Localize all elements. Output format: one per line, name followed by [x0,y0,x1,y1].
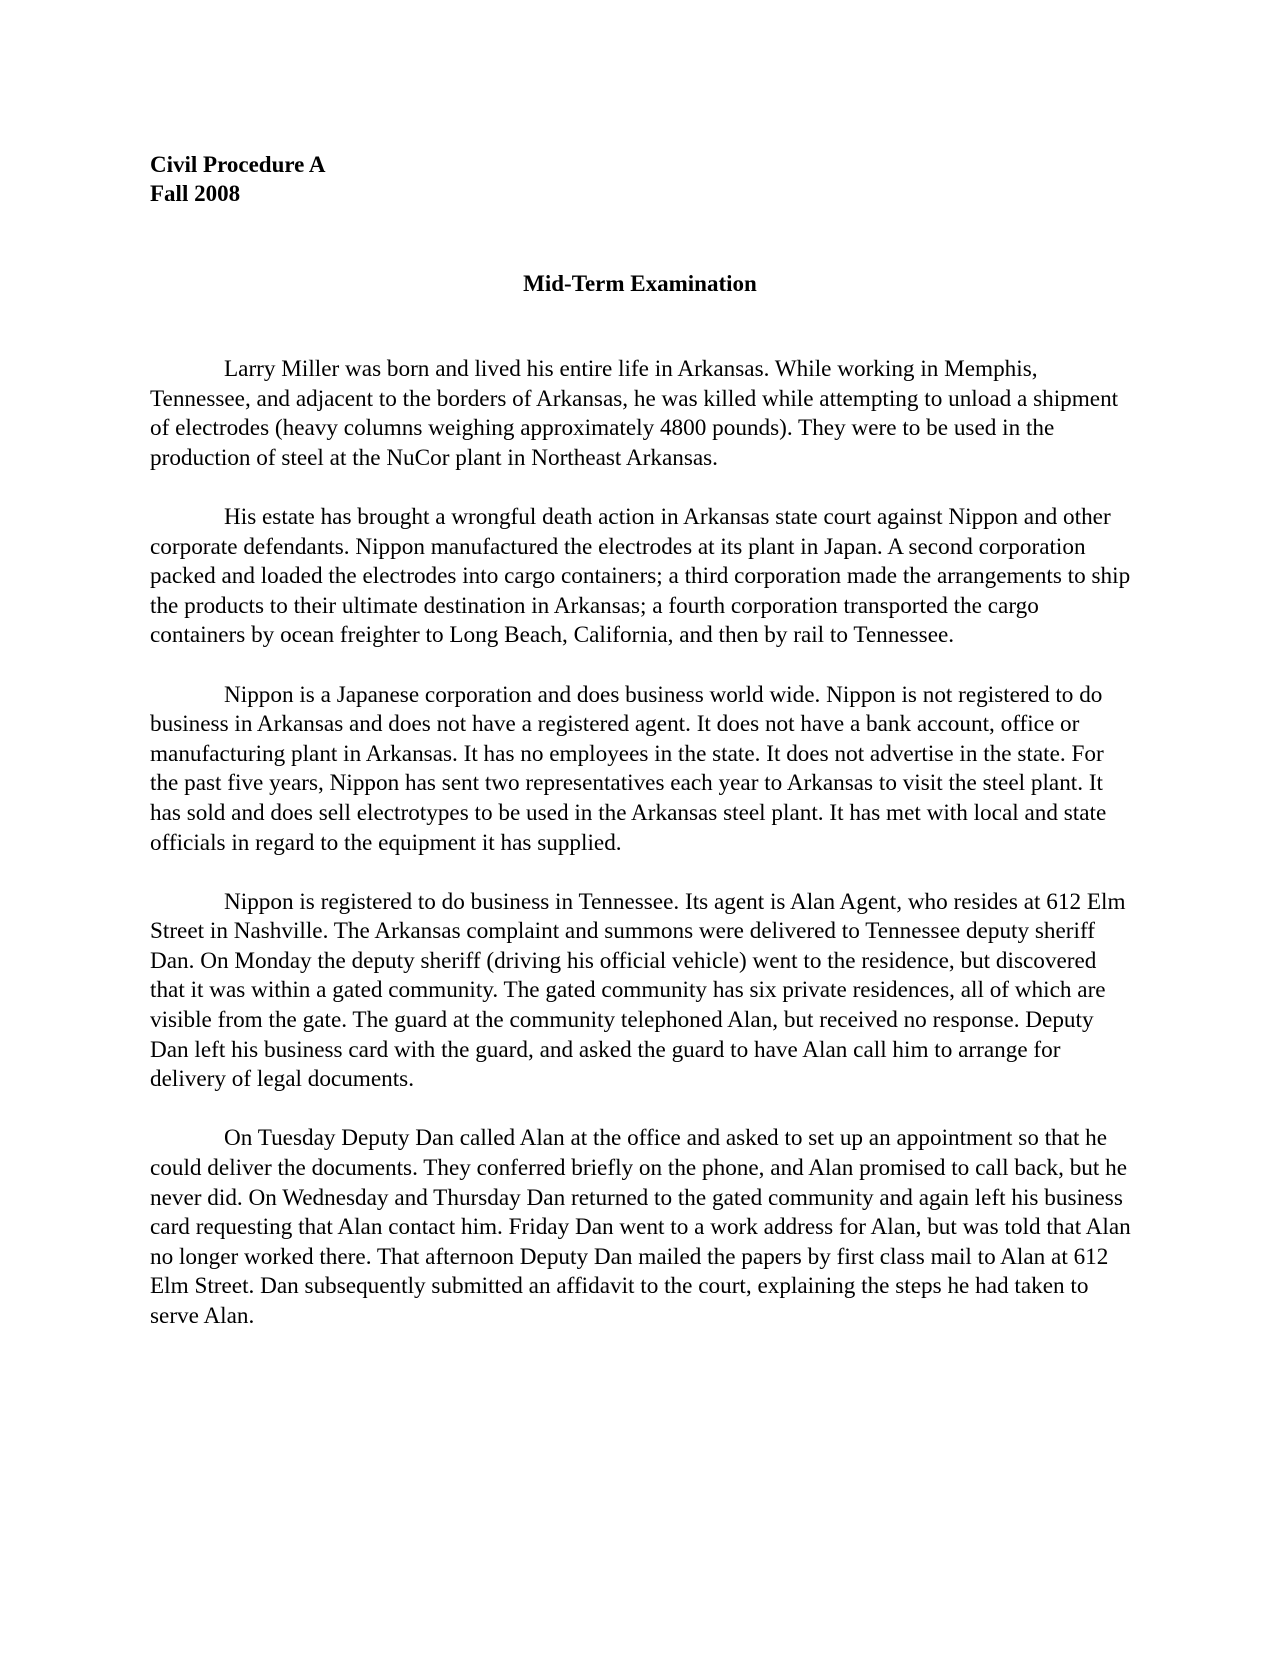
exam-title: Mid-Term Examination [523,271,757,296]
exam-body [150,355,1135,1361]
paragraph-5: On Tuesday Deputy Dan called Alan at the office and asked to set up an appointment so that he could deliver the documents. They conferred briefly on the phone, and Alan promised to call back, but he never did. On Wednesday and Thursday Dan returned to the gated community and again left his business card requesting that Alan contact him. Friday Dan went to a work address for Alan, but was told that Alan no longer worked there. That afternoon Deputy Dan mailed the papers by first class mail to Alan at 612 Elm Street. Dan subsequently submitted an affidavit to the court, explaining the steps he had taken to serve Alan. [150,1125,1131,1329]
paragraph-3: Nippon is a Japanese corporation and does business world wide. Nippon is not registered to do business in Arkansas and does not have a registered agent. It does not have a bank account, office or manufacturing plant in Arkansas. It has no employees in the state. It does not advertise in the state. For the past five years, Nippon has sent two representatives each year to Arkansas to visit the steel plant. It has sold and does sell electrotypes to be used in the Arkansas steel plant. It has met with local and state officials in regard to the equipment it has supplied. [150,681,1107,856]
course-term: Fall 2008 [150,181,241,206]
paragraph-2: His estate has brought a wrongful death action in Arkansas state court against Nippon and other corporate defendants. Nippon manufactured the electrodes at its plant in Japan. A second corporation packed and loaded the electrodes into cargo containers; a third corporation made the arrangements to ship the products to their ultimate destination in Arkansas; a fourth corporation transported the cargo containers by ocean freighter to Long Beach, California, and then by rail to Tennessee. [150,503,1131,649]
document-header [150,150,325,208]
paragraph-1: Larry Miller was born and lived his entire life in Arkansas. While working in Memphis, Tennessee, and adjacent to the borders of Arkansas, he was killed while attempting to unload a shipment of electrodes (heavy columns weighing approximately 4800 pounds). They were to be used in the production of steel at the NuCor plant in Northeast Arkansas. [150,356,1119,471]
paragraph-4: Nippon is registered to do business in Tennessee. Its agent is Alan Agent, who resides at 612 Elm Street in Nashville. The Arkansas complaint and summons were delivered to Tennessee deputy sheriff Dan. On Monday the deputy sheriff (driving his official vehicle) went to the residence, but discovered that it was within a gated community. The gated community has six private residences, all of which are visible from the gate. The guard at the community telephoned Alan, but received no response. Deputy Dan left his business card with the guard, and asked the guard to have Alan call him to arrange for delivery of legal documents. [150,888,1126,1093]
course-name: Civil Procedure A [150,152,326,177]
